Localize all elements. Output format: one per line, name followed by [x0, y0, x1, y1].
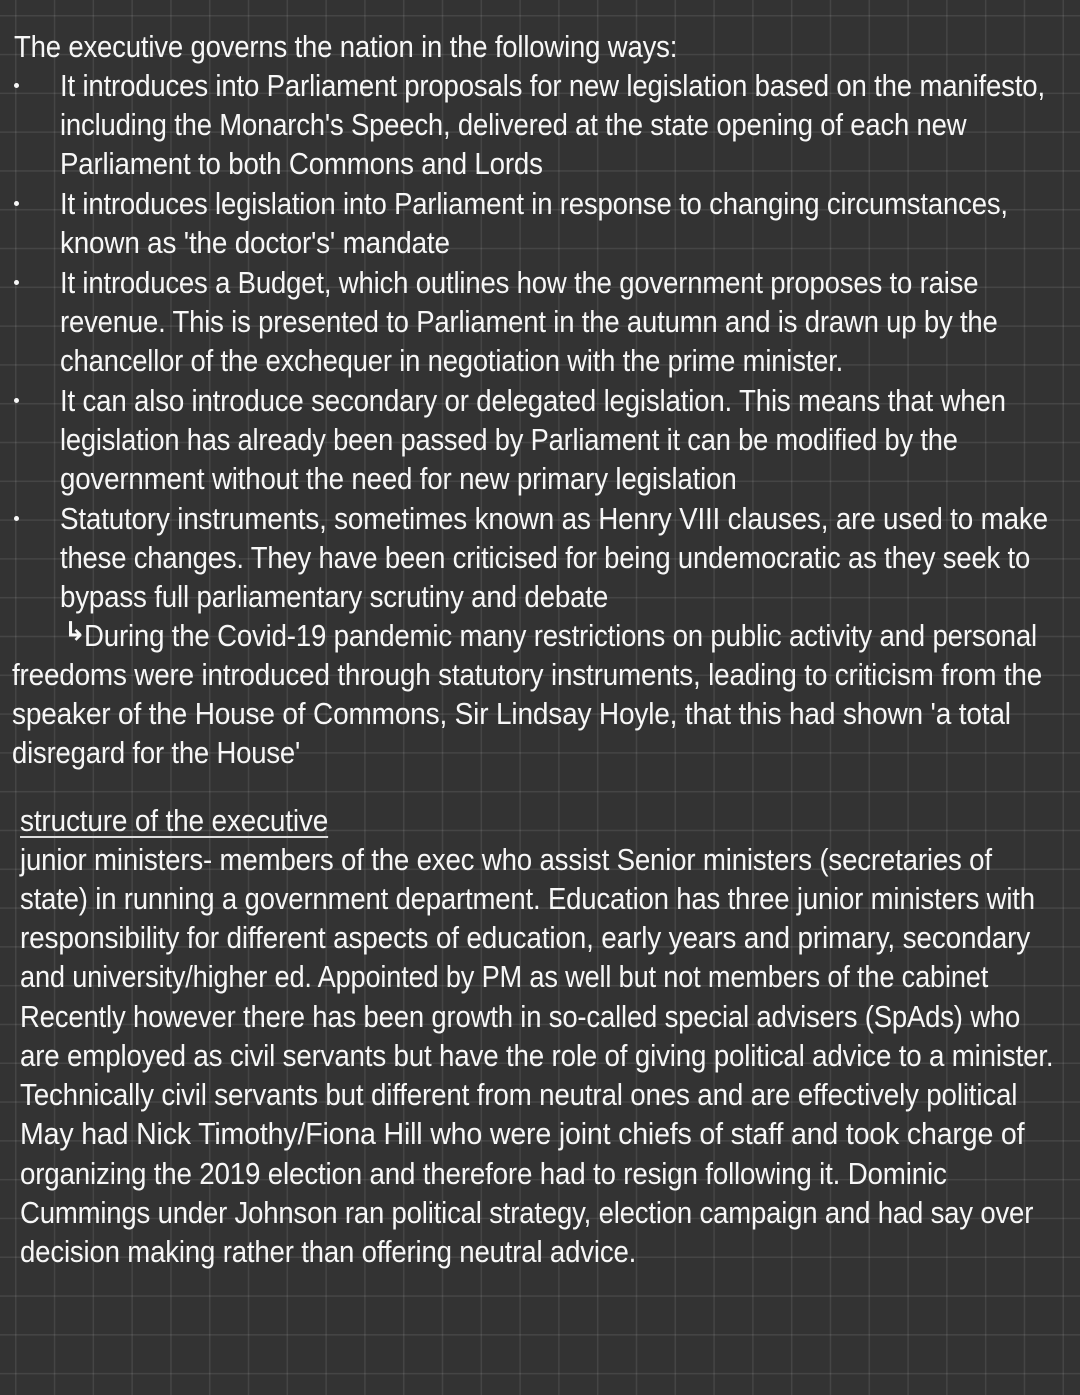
- bullet-5-line-1: Statutory instruments, sometimes known as Henry VIII clauses, are used to make: [60, 501, 1048, 536]
- paragraph-line-3: responsibility for different aspects of education, early years and primary, secondary: [20, 920, 1031, 955]
- paragraph-line-1: junior ministers- members of the exec who assist Senior ministers (secretaries of: [20, 842, 992, 877]
- example-line-1: During the Covid-19 pandemic many restrictions on public activity and personal: [84, 618, 1037, 653]
- paragraph-line-5: Recently however there has been growth in so-called special advisers (SpAds) who: [20, 999, 1021, 1034]
- bullet-5-line-2: these changes. They have been criticised for being undemocratic as they seek to: [60, 540, 1031, 575]
- bullet-1-line-1: It introduces into Parliament proposals for new legislation based on the manifesto,: [60, 68, 1045, 103]
- bullet-3-line-3: chancellor of the exchequer in negotiation with the prime minister.: [60, 343, 844, 378]
- bullet-2-line-1: It introduces legislation into Parliament in response to changing circumstances,: [60, 186, 1008, 221]
- bullet-1-line-3: Parliament to both Commons and Lords: [60, 146, 543, 181]
- bullet-4-line-3: government without the need for new primary legislation: [60, 461, 737, 496]
- paragraph-line-7: Technically civil servants but different from neutral ones and are effectively political: [20, 1077, 1018, 1112]
- bullet-icon: [14, 398, 19, 403]
- bullet-2-line-2: known as 'the doctor's' mandate: [60, 225, 450, 260]
- return-arrow-icon: ↳: [64, 616, 86, 646]
- section-heading: structure of the executive: [20, 803, 329, 838]
- bullet-1-line-2: including the Monarch's Speech, delivered at the state opening of each new: [60, 107, 967, 142]
- bullet-4-line-1: It can also introduce secondary or delegated legislation. This means that when: [60, 383, 1006, 418]
- bullet-4-line-2: legislation has already been passed by Parliament it can be modified by the: [60, 422, 958, 457]
- paragraph-line-10: Cummings under Johnson ran political strategy, election campaign and had say over: [20, 1195, 1034, 1230]
- bullet-3-line-1: It introduces a Budget, which outlines how the government proposes to raise: [60, 265, 979, 300]
- bullet-3-line-2: revenue. This is presented to Parliament in the autumn and is drawn up by the: [60, 304, 998, 339]
- example-line-4: disregard for the House': [12, 735, 301, 770]
- paragraph-line-6: are employed as civil servants but have the role of giving political advice to a minister.: [20, 1038, 1054, 1073]
- bullet-icon: [14, 201, 19, 206]
- bullet-icon: [14, 83, 19, 88]
- bullet-icon: [14, 280, 19, 285]
- example-line-3: speaker of the House of Commons, Sir Lindsay Hoyle, that this had shown 'a total: [12, 696, 1011, 731]
- bullet-icon: [14, 516, 19, 521]
- section-intro: The executive governs the nation in the following ways:: [14, 29, 678, 64]
- example-line-2: freedoms were introduced through statutory instruments, leading to criticism from the: [12, 657, 1043, 692]
- paragraph-line-2: state) in running a government department. Education has three junior ministers with: [20, 881, 1035, 916]
- paragraph-line-9: organizing the 2019 election and therefore had to resign following it. Dominic: [20, 1156, 947, 1191]
- paragraph-line-11: decision making rather than offering neutral advice.: [20, 1234, 637, 1269]
- paragraph-line-4: and university/higher ed. Appointed by PM as well but not members of the cabinet: [20, 959, 989, 994]
- paragraph-line-8: May had Nick Timothy/Fiona Hill who were joint chiefs of staff and took charge of: [20, 1116, 1025, 1151]
- bullet-5-line-3: bypass full parliamentary scrutiny and debate: [60, 579, 609, 614]
